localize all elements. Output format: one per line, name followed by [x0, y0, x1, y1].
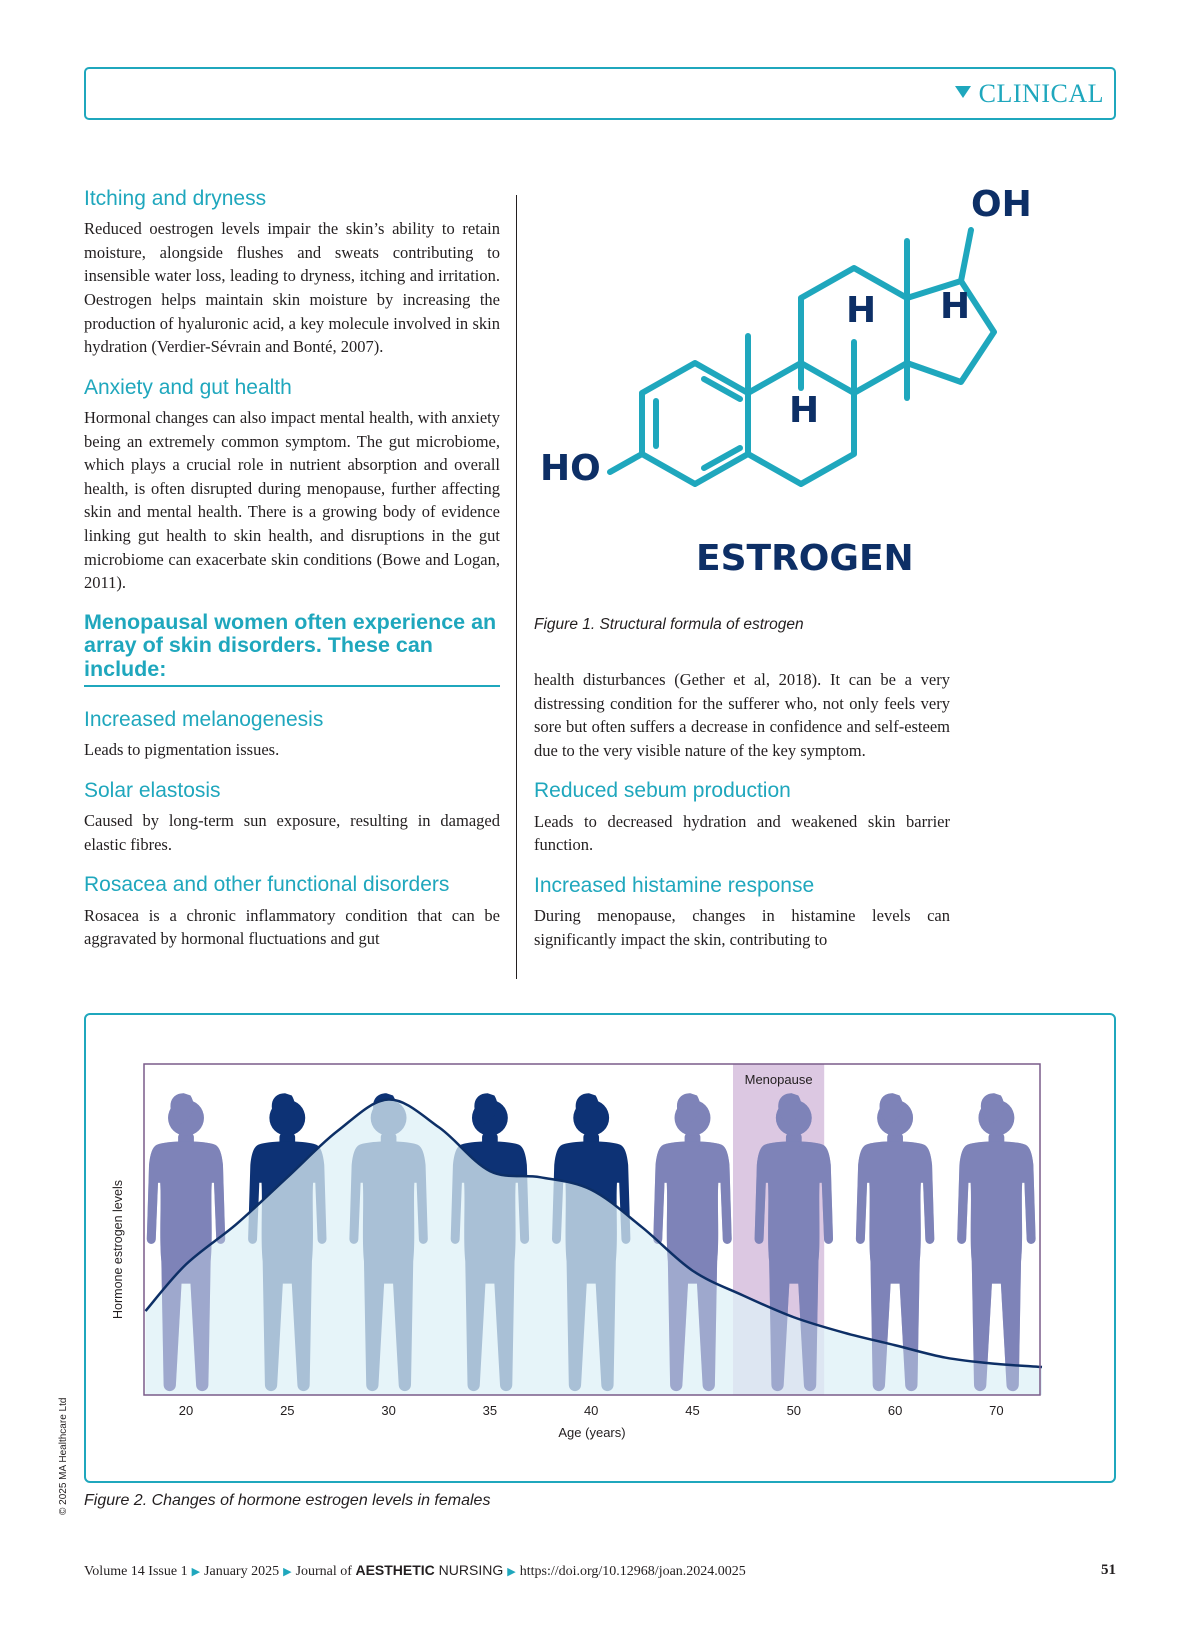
list-heading: Rosacea and other functional disorders	[84, 873, 450, 897]
y-axis-label: Hormone estrogen levels	[111, 1180, 125, 1319]
h-label: H	[940, 286, 971, 327]
person-silhouette-overlay	[957, 1093, 1035, 1391]
footer	[84, 1562, 746, 1580]
section-tag	[955, 79, 1104, 109]
menopause-label: Menopause	[744, 1072, 813, 1087]
footer-volume: Volume 14 Issue 1	[84, 1564, 188, 1579]
section-tag-label: CLINICAL	[978, 79, 1104, 108]
list-body: Leads to pigmentation issues.	[84, 740, 280, 760]
x-tick-label: 60	[887, 1403, 903, 1418]
x-tick-label: 70	[989, 1403, 1004, 1418]
section-body: Hormonal changes can also impact mental health, with anxiety being an extremely common symptom. The gut microbiome, which plays a crucial role in nutrient absorption and overall health, is often disrupted during menopause, further affecting skin and mental health. There is a growing body of evidence linking gut health to skin health, and disruptions in the gut microbiome can exacerbate skin conditions (Bowe and Logan, 2011).	[84, 407, 500, 593]
figure2-caption: Figure 2. Changes of hormone estrogen levels in females	[84, 1492, 491, 1509]
x-tick-label: 20	[178, 1403, 194, 1418]
x-tick-label: 40	[583, 1403, 599, 1418]
left-column	[84, 186, 500, 951]
copyright-notice: © 2025 MA Healthcare Ltd	[58, 1397, 69, 1515]
section-heading: Itching and dryness	[84, 187, 267, 210]
h-label: H	[789, 390, 820, 431]
callout-heading: Menopausal women often experience an array of skin disorders. These can include:	[84, 611, 500, 688]
triangle-right-icon: ▶	[191, 1566, 201, 1578]
figure1-caption: Figure 1. Structural formula of estrogen	[534, 616, 804, 633]
section-heading: Anxiety and gut health	[84, 375, 292, 399]
list-body: Rosacea is a chronic inflammatory condition that can be aggravated by hormonal fluctuations and gut	[84, 905, 500, 949]
x-tick-label: 30	[381, 1403, 396, 1418]
list-heading: Solar elastosis	[84, 778, 221, 802]
list-heading: Reduced sebum production	[534, 779, 791, 803]
x-tick-label: 50	[786, 1403, 802, 1418]
estrogen-title: ESTROGEN	[696, 538, 914, 579]
x-tick-label: 25	[280, 1403, 295, 1418]
list-body: Caused by long-term sun exposure, resulting in damaged elastic fibres.	[84, 811, 500, 854]
estrogen-structure-figure	[534, 184, 1032, 606]
triangle-icon	[955, 86, 971, 98]
h-label: H	[846, 290, 877, 331]
x-tick-label: 45	[685, 1403, 700, 1418]
triangle-right-icon: ▶	[283, 1566, 292, 1578]
list-body: Leads to decreased hydration and weakened skin barrier function.	[534, 811, 950, 855]
footer-journal-rest: NURSING	[434, 1562, 504, 1578]
oh-label: OH	[971, 184, 1032, 225]
list-heading: Increased histamine response	[534, 873, 815, 897]
footer-journal-bold: AESTHETIC	[355, 1562, 435, 1578]
list-heading: Increased melanogenesis	[84, 708, 324, 732]
x-axis-ticks	[179, 1403, 1004, 1418]
x-tick-label: 35	[482, 1403, 498, 1418]
estrogen-level-chart	[86, 1015, 1116, 1483]
header-box	[84, 67, 1116, 120]
footer-doi-link[interactable]: https://doi.org/10.12968/joan.2024.0025	[519, 1564, 746, 1579]
triangle-right-icon: ▶	[507, 1566, 516, 1578]
footer-journal-prefix: Journal of	[295, 1564, 356, 1579]
ho-label: HO	[540, 448, 601, 489]
list-body: During menopause, changes in histamine levels can significantly impact the skin, contributing to	[534, 905, 950, 949]
section-body: Reduced oestrogen levels impair the skin’s ability to retain moisture, alongside flushes and sweats contributing to insensible water loss, leading to dryness, itching and irritation. Oestrogen helps maintain skin moisture by increasing the production of hyaluronic acid, a key molecule involved in skin hydration (Verdier-Sévrain and Bonté, 2007).	[84, 219, 500, 357]
footer-date: January 2025	[204, 1564, 280, 1579]
page-number: 51	[1101, 1562, 1116, 1578]
ho-bond	[610, 454, 642, 472]
figure2-frame	[84, 1013, 1116, 1483]
right-column	[534, 668, 950, 951]
continuation-text: health disturbances (Gether et al, 2018). It can be a very distressing condition for the sufferer who, not only feels very sore but often suffers a decrease in confidence and self-esteem due to the very visible nature of the key symptom.	[534, 670, 950, 760]
column-divider	[516, 195, 517, 979]
oh-bond	[961, 230, 971, 281]
x-axis-label: Age (years)	[558, 1425, 626, 1440]
